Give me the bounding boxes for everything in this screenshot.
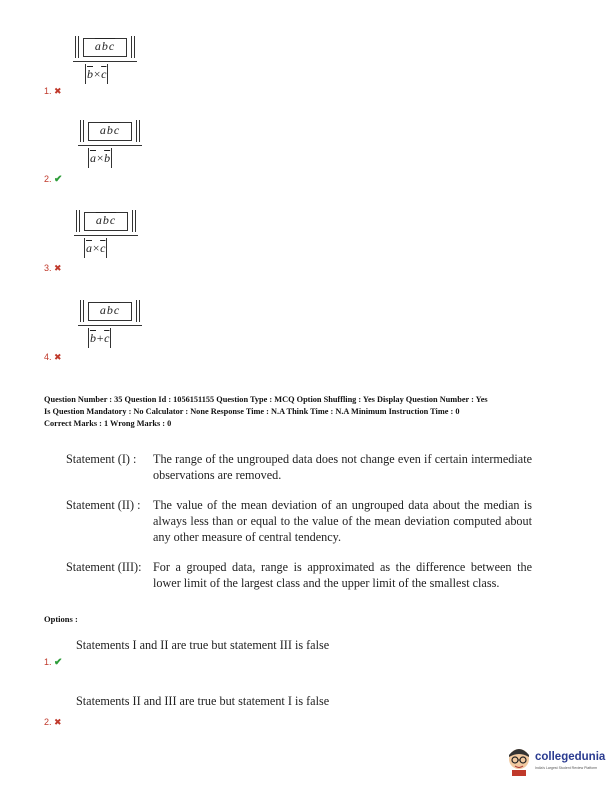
statement-label: Statement (I) :: [66, 452, 137, 466]
numerator-text: $\overline{abc}$: [95, 213, 117, 227]
statement-1: [66, 451, 532, 485]
statement-2: [66, 497, 532, 547]
wrong-mark-icon: ✖: [54, 352, 62, 362]
check-mark-icon: ✔: [54, 657, 63, 668]
logo-name: collegedunia: [535, 751, 606, 763]
option-1-number: 1. ✔: [44, 657, 63, 668]
statement-label: Statement (II) :: [66, 498, 141, 512]
question-meta: [44, 394, 574, 430]
collegedunia-logo: [505, 743, 605, 783]
options-title: Options :: [44, 614, 78, 624]
statement-text: For a grouped data, range is approximated as the difference between the lower limit of the largest class and the upper limit of the smallest class.: [153, 560, 532, 590]
mascot-icon: [505, 745, 533, 777]
statement-text: The value of the mean deviation of an ungrouped data about the median is always less than or equal to the value of the mean deviation computed about any other measure of central tendency.: [153, 498, 532, 544]
numerator-text: $\overline{abc}$: [99, 303, 121, 317]
prev-option-1-number: 1. ✖: [44, 86, 62, 96]
meta-line-2: Is Question Mandatory : No Calculator : None Response Time : N.A Think Time : N.A Minimum Instruction Time : 0: [44, 407, 460, 416]
option-2-text[interactable]: Statements II and III are true but statement I is false: [76, 694, 330, 708]
numerator-text: $\overline{abc}$: [94, 39, 116, 53]
logo-tagline: India's Largest Student Review Platform: [535, 766, 598, 770]
prev-option-3-number: 3. ✖: [44, 263, 62, 273]
numerator-text: $\overline{abc}$: [99, 123, 121, 137]
wrong-mark-icon: ✖: [54, 717, 62, 727]
prev-option-4-number: 4. ✖: [44, 352, 62, 362]
prev-option-2-number: 2. ✔: [44, 174, 63, 185]
statement-3: [66, 559, 532, 609]
option-1-text[interactable]: Statements I and II are true but statement III is false: [76, 638, 330, 652]
wrong-mark-icon: ✖: [54, 86, 62, 96]
statement-label: Statement (III):: [66, 560, 142, 574]
meta-line-3: Correct Marks : 1 Wrong Marks : 0: [44, 419, 172, 428]
statement-text: The range of the ungrouped data does not change even if certain intermediate observations are removed.: [153, 452, 532, 482]
meta-line-1: Question Number : 35 Question Id : 1056151155 Question Type : MCQ Option Shuffling : Yes Display Question Number : Yes: [44, 395, 488, 404]
option-2-number: 2. ✖: [44, 717, 62, 727]
wrong-mark-icon: ✖: [54, 263, 62, 273]
check-mark-icon: ✔: [54, 174, 63, 185]
